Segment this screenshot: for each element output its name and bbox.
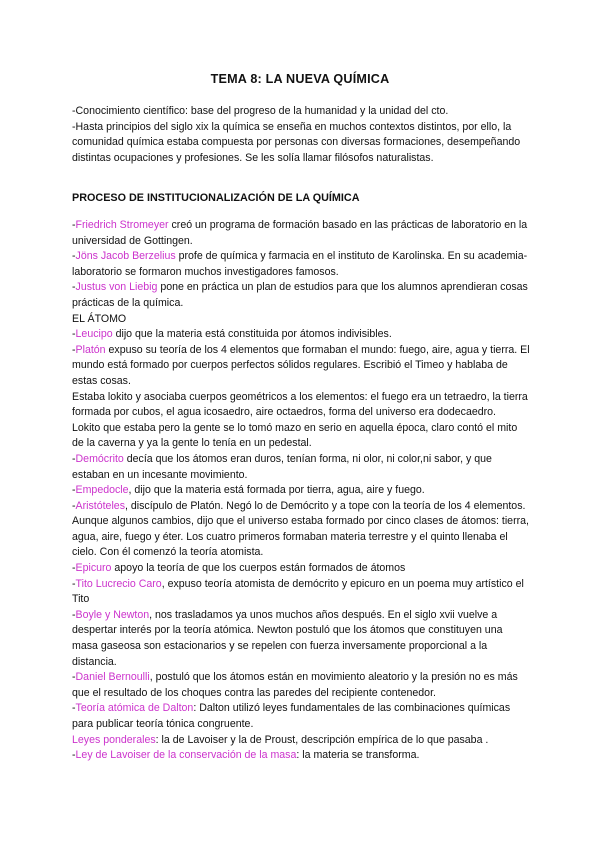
highlighted-name: Leyes ponderales: [72, 733, 156, 746]
paragraph: -Leucipo dijo que la materia está constituida por átomos indivisibles.: [72, 328, 392, 341]
page-title: TEMA 8: LA NUEVA QUÍMICA: [210, 72, 390, 86]
paragraph: -Epicuro apoyo la teoría de que los cuerpos están formados de átomos: [72, 562, 406, 575]
paragraph: -Demócrito decía que los átomos eran duros, tenían forma, ni olor, ni color,ni sabor, y que estaban en un incesante movimiento.: [72, 452, 492, 481]
paragraph: -Teoría atómica de Dalton: Dalton utilizó leyes fundamentales de las combinaciones químicas para publicar teoría tónica congruente.: [72, 702, 511, 730]
highlighted-name: Aristóteles: [75, 499, 125, 512]
highlighted-name: Tito Lucrecio Caro: [75, 577, 162, 590]
highlighted-name: Demócrito: [75, 452, 124, 465]
paragraph: -Tito Lucrecio Caro, expuso teoría atomista de demócrito y epicuro en un poema muy artístico el Tito: [72, 577, 524, 606]
paragraph: -Platón expuso su teoría de los 4 elementos que formaban el mundo: fuego, aire, agua y tierra. El mundo está formado por cuerpos perfectos sólidos regulares. Escribió el Timeo y hablaba de estas cosas.: [72, 343, 530, 387]
section-heading: PROCESO DE INSTITUCIONALIZACIÓN DE LA QUÍMICA: [72, 192, 360, 204]
highlighted-name: Jöns Jacob Berzelius: [75, 250, 176, 263]
paragraph: -Justus von Liebig pone en práctica un plan de estudios para que los alumnos aprendieran cosas prácticas de la química.: [72, 281, 528, 309]
highlighted-name: Daniel Bernoulli: [75, 671, 150, 684]
subheading: EL ÁTOMO: [72, 312, 127, 325]
paragraph: -Friedrich Stromeyer creó un programa de formación basado en las prácticas de laboratorio en la universidad de Gottingen.: [72, 219, 528, 247]
intro-line: -Conocimiento científico: base del progreso de la humanidad y la unidad del cto.: [72, 105, 449, 117]
paragraph: -Boyle y Newton, nos trasladamos ya unos muchos años después. En el siglo xvii vuelve a despertar interés por la teoría atómica. Newton postuló que los átomos que constituyen una masa gaseosa son estacionarios y se repelen con fuerza inversamente proporcional a la distancia.: [72, 608, 503, 668]
paragraph: -Ley de Lavoiser de la conservación de la masa: la materia se transforma.: [72, 749, 420, 762]
paragraph: Lokito que estaba pero la gente se lo tomó mazo en serio en aquella época, claro contó el mito de la caverna y ya la gente lo tenía en un pedestal.: [72, 421, 518, 450]
paragraph: -Aristóteles, discípulo de Platón. Negó lo de Demócrito y a tope con la teoría de los 4 elementos. Aunque algunos cambios, dijo que el universo estaba formado por cinco clases de átomos: tierra, agua, aire, fuego y éter. Los cuatro primeros formaban materia terrestre y el quinto llenaba el cielo. Con él comenzó la teoría atomista.: [72, 499, 529, 559]
paragraph: -Empedocle, dijo que la materia está formada por tierra, agua, aire y fuego.: [72, 484, 425, 497]
highlighted-name: Boyle y Newton: [75, 608, 150, 621]
paragraph: Leyes ponderales: la de Lavoiser y la de Proust, descripción empírica de lo que pasaba .: [72, 733, 489, 746]
highlighted-name: Empedocle: [75, 484, 129, 497]
highlighted-name: Epicuro: [75, 562, 112, 575]
highlighted-name: Platón: [75, 343, 106, 356]
intro-line: -Hasta principios del siglo xix la química se enseña en muchos contextos distintos, por ello, la comunidad química estaba compuesta por personas con diversas formaciones, desempeñando distintas ocupaciones y profesiones. Se les solía llamar filósofos naturalistas.: [72, 120, 521, 164]
highlighted-name: Friedrich Stromeyer: [75, 219, 169, 231]
highlighted-name: Justus von Liebig: [75, 281, 158, 294]
paragraph: -Jöns Jacob Berzelius profe de química y farmacia en el instituto de Karolinska. En su academia-laboratorio se formaron muchos investigadores famosos.: [72, 250, 528, 278]
intro-section: [72, 104, 530, 166]
body-section: [72, 218, 530, 764]
highlighted-name: Leucipo: [75, 328, 113, 341]
paragraph: Estaba lokito y asociaba cuerpos geométricos a los elementos: el fuego era un tetraedro, la tierra formada por cubos, el agua icosaedro, aire octaedros, forma del universo era dodecaedro.: [72, 390, 528, 419]
highlighted-name: Teoría atómica de Dalton: [75, 702, 194, 715]
highlighted-name: Ley de Lavoiser de la conservación de la masa: [75, 749, 297, 762]
paragraph: -Daniel Bernoulli, postuló que los átomos están en movimiento aleatorio y la presión no es más que el resultado de los choques contra las paredes del recipiente contenedor.: [72, 671, 518, 699]
